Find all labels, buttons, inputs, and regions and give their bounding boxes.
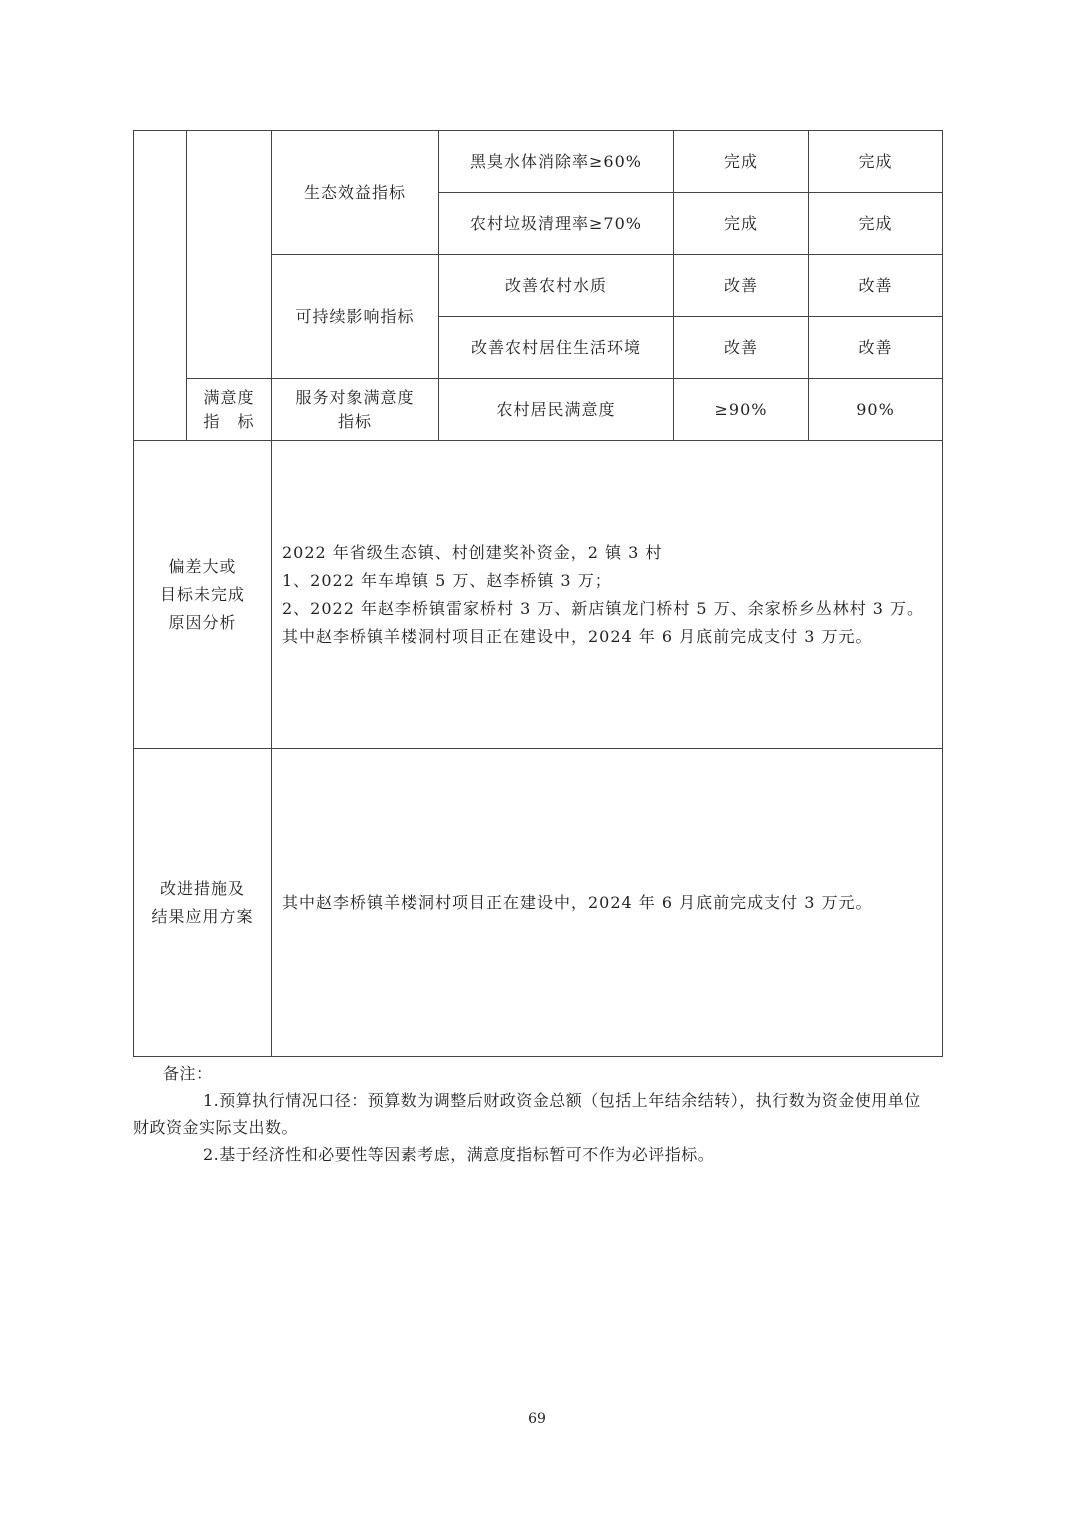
cell-line: 目标未完成 xyxy=(159,584,245,604)
cell-line: 结果应用方案 xyxy=(151,906,254,926)
deviation-label-cell xyxy=(134,441,272,749)
table-row xyxy=(134,131,943,193)
performance-table xyxy=(133,130,943,1057)
actual-cell: 改善 xyxy=(809,317,943,379)
analysis-line: 其中赵李桥镇羊楼洞村项目正在建设中，2024 年 6 月底前完成支付 3 万元。 xyxy=(282,626,873,646)
cell-line: 改进措施及 xyxy=(159,878,245,898)
analysis-line: 2、2022 年赵李桥镇雷家桥村 3 万、新店镇龙门桥村 5 万、余家桥乡丛林村 3 万。 xyxy=(282,598,925,618)
analysis-line: 1、2022 年车埠镇 5 万、赵李桥镇 3 万； xyxy=(282,570,612,590)
table-row xyxy=(134,749,943,1057)
target-cell: 完成 xyxy=(674,131,809,193)
analysis-line: 2022 年省级生态镇、村创建奖补资金，2 镇 3 村 xyxy=(282,542,663,562)
improvement-label-cell xyxy=(134,749,272,1057)
indicator-cell: 改善农村水质 xyxy=(439,255,674,317)
indicator-cell: 改善农村居住生活环境 xyxy=(439,317,674,379)
note-item: 2.基于经济性和必要性等因素考虑，满意度指标暂可不作为必评指标。 xyxy=(203,1145,715,1164)
actual-cell: 完成 xyxy=(809,193,943,255)
cell-line: 服务对象满意度 xyxy=(295,387,415,407)
cell-line: 指 标 xyxy=(203,411,255,431)
sustain-category-cell: 可持续影响指标 xyxy=(272,255,439,379)
empty-level2-cell xyxy=(187,131,272,379)
indicator-cell: 农村居民满意度 xyxy=(439,379,674,441)
cell-line: 指标 xyxy=(337,411,372,431)
cell-line: 满意度 xyxy=(203,387,255,407)
actual-cell: 改善 xyxy=(809,255,943,317)
satisfaction-level1-cell xyxy=(187,379,272,441)
notes-label: 备注： xyxy=(163,1064,213,1083)
page-number: 69 xyxy=(528,1411,546,1427)
satisfaction-level2-cell xyxy=(272,379,439,441)
cell-line: 原因分析 xyxy=(168,612,237,632)
empty-level1-cell xyxy=(134,131,187,441)
target-cell: 完成 xyxy=(674,193,809,255)
note-item: 1.预算执行情况口径：预算数为调整后财政资金总额（包括上年结余结转），执行数为资金使用单位财政资金实际支出数。 xyxy=(133,1091,921,1137)
notes-section xyxy=(133,1060,923,1168)
indicator-cell: 农村垃圾清理率≥70% xyxy=(439,193,674,255)
deviation-analysis-cell xyxy=(272,441,943,749)
eco-category-cell: 生态效益指标 xyxy=(272,131,439,255)
table-row xyxy=(134,441,943,749)
improvement-text-cell: 其中赵李桥镇羊楼洞村项目正在建设中，2024 年 6 月底前完成支付 3 万元。 xyxy=(272,749,943,1057)
target-cell: ≥90% xyxy=(674,379,809,441)
target-cell: 改善 xyxy=(674,255,809,317)
actual-cell: 90% xyxy=(809,379,943,441)
indicator-cell: 黑臭水体消除率≥60% xyxy=(439,131,674,193)
target-cell: 改善 xyxy=(674,317,809,379)
actual-cell: 完成 xyxy=(809,131,943,193)
cell-line: 偏差大或 xyxy=(168,556,237,576)
table-row xyxy=(134,379,943,441)
